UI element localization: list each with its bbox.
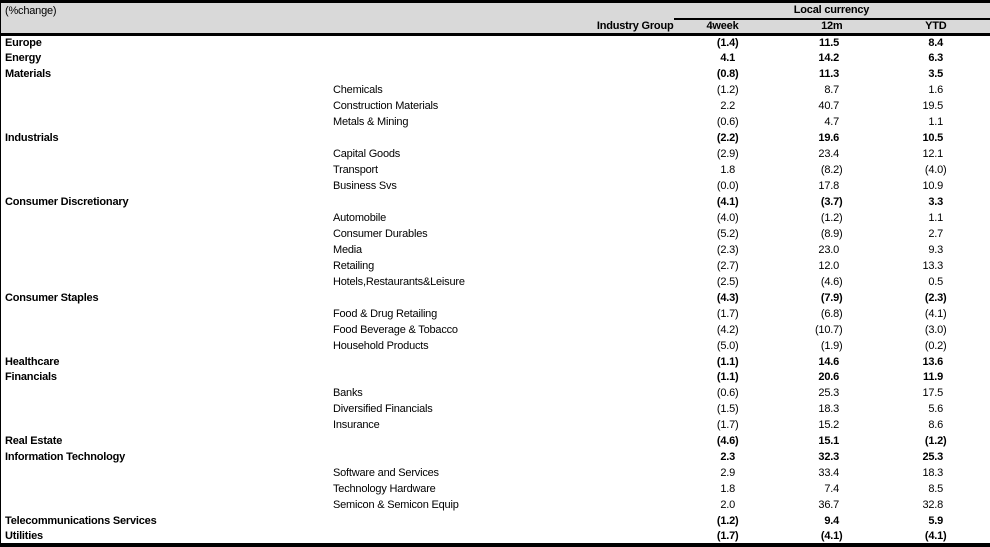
value-12m: 32.3 (818, 451, 840, 464)
value-4week: 4.1 (720, 52, 736, 65)
industry-label: Business Svs (333, 180, 397, 193)
value-4week: (4.1) (716, 196, 739, 208)
value-ytd: 11.9 (923, 371, 944, 384)
value-12m: 33.4 (818, 467, 840, 480)
value-ytd: 10.5 (922, 132, 944, 145)
value-ytd: (4.1) (924, 530, 947, 543)
value-12m: (3.7) (820, 196, 843, 208)
value-12m: 11.3 (819, 68, 840, 81)
value-ytd: 8.5 (928, 483, 944, 496)
industry-label: Household Products (333, 339, 429, 352)
value-12m: (4.6) (820, 275, 843, 288)
table-row (1, 385, 990, 401)
table-row (1, 242, 990, 258)
value-4week: (1.2) (716, 515, 739, 528)
value-ytd: 1.1 (928, 116, 944, 129)
value-ytd: 12.1 (922, 148, 944, 161)
value-4week: (1.2) (716, 84, 739, 97)
value-4week: (2.7) (716, 259, 739, 272)
local-currency-header: Local currency (674, 2, 990, 19)
value-12m: (8.9) (820, 227, 843, 240)
table-row (1, 529, 990, 545)
table-body (1, 35, 990, 546)
industry-label: Utilities (5, 530, 43, 543)
value-4week: (2.3) (716, 243, 739, 256)
value-4week: 2.9 (720, 467, 736, 480)
industry-label: Energy (5, 52, 42, 65)
value-4week: (1.7) (716, 419, 739, 432)
column-header-12m: 12m (821, 20, 843, 33)
industry-label: Banks (333, 387, 363, 400)
table-row (1, 497, 990, 513)
value-ytd: 18.3 (922, 467, 944, 480)
value-ytd: 0.5 (928, 275, 944, 288)
value-12m: 36.7 (818, 499, 840, 512)
industry-label: Telecommunications Services (5, 515, 157, 528)
value-ytd: 8.6 (928, 419, 944, 432)
value-12m: (1.2) (820, 211, 843, 224)
value-12m: 15.2 (818, 419, 840, 432)
industry-label: Industrials (5, 132, 59, 145)
value-4week: (1.4) (716, 37, 739, 50)
table-row (1, 82, 990, 98)
value-4week: (0.8) (716, 68, 739, 81)
column-header-ytd: YTD (925, 20, 947, 33)
value-12m: 18.3 (818, 403, 840, 416)
value-4week: 2.0 (720, 499, 736, 512)
value-12m: (10.7) (814, 323, 843, 336)
table-row (1, 258, 990, 274)
table-row (1, 226, 990, 242)
value-ytd: (1.2) (924, 435, 947, 448)
value-ytd: 10.9 (922, 180, 944, 193)
table-row (1, 50, 990, 66)
value-12m: 14.6 (818, 355, 840, 368)
value-4week: 2.3 (720, 451, 736, 464)
industry-label: Hotels,Restaurants&Leisure (333, 275, 465, 288)
industry-label: Financials (5, 371, 57, 384)
value-ytd: 17.5 (922, 387, 944, 400)
value-ytd: 6.3 (928, 52, 944, 65)
value-12m: 19.6 (818, 132, 840, 145)
industry-label: Materials (5, 68, 51, 81)
industry-label: Europe (5, 37, 42, 50)
value-4week: (1.7) (716, 307, 739, 320)
value-ytd: 3.5 (928, 68, 944, 81)
table-row (1, 338, 990, 354)
value-ytd: 25.3 (922, 451, 944, 464)
value-ytd: 5.6 (928, 403, 944, 416)
value-4week: (4.6) (716, 435, 739, 448)
table-row (1, 130, 990, 146)
table-row (1, 146, 990, 162)
value-12m: (7.9) (820, 291, 843, 304)
industry-label: Real Estate (5, 435, 63, 448)
table-row (1, 417, 990, 433)
industry-group-header: Industry Group (596, 19, 674, 32)
value-4week: (1.7) (716, 530, 739, 543)
industry-label: Consumer Durables (333, 227, 428, 240)
value-12m: 11.5 (819, 37, 840, 50)
value-4week: 1.8 (720, 164, 736, 177)
value-12m: (6.8) (820, 307, 843, 320)
table-row (1, 162, 990, 178)
value-ytd: 13.6 (922, 355, 944, 368)
value-4week: (1.1) (716, 355, 739, 368)
value-ytd: 19.5 (922, 100, 944, 113)
industry-label: Construction Materials (333, 100, 439, 113)
value-4week: (1.1) (716, 371, 739, 384)
value-ytd: 13.3 (922, 259, 944, 272)
table-row (1, 481, 990, 497)
table-row (1, 370, 990, 386)
industry-label: Food & Drug Retailing (333, 307, 438, 320)
table-row (1, 194, 990, 210)
table-row (1, 35, 990, 51)
column-header-4week: 4week (706, 20, 739, 33)
value-ytd: 1.1 (928, 211, 944, 224)
industry-label: Semicon & Semicon Equip (333, 499, 459, 512)
industry-label: Capital Goods (333, 148, 401, 161)
value-ytd: 8.4 (928, 37, 944, 50)
table-row (1, 66, 990, 82)
table-row (1, 98, 990, 114)
value-4week: (0.6) (716, 116, 739, 129)
value-4week: (2.9) (716, 148, 739, 161)
industry-label: Healthcare (5, 355, 60, 368)
value-12m: (8.2) (820, 164, 843, 177)
industry-label: Chemicals (333, 84, 383, 97)
value-4week: (0.6) (716, 387, 739, 400)
value-ytd: (4.0) (924, 164, 947, 177)
table-row (1, 274, 990, 290)
table-row (1, 322, 990, 338)
value-4week: (0.0) (716, 180, 739, 193)
value-ytd: (2.3) (924, 291, 947, 304)
value-ytd: 2.7 (928, 227, 944, 240)
table-row (1, 114, 990, 130)
value-ytd: 1.6 (928, 84, 944, 97)
value-ytd: 5.9 (928, 515, 944, 528)
header-row-currency (1, 2, 990, 19)
value-12m: 4.7 (824, 116, 840, 129)
value-4week: (1.5) (716, 403, 739, 416)
value-ytd: 32.8 (922, 499, 944, 512)
value-ytd: (0.2) (924, 339, 947, 352)
industry-label: Diversified Financials (333, 403, 433, 416)
industry-label: Food Beverage & Tobacco (333, 323, 458, 336)
value-4week: (5.2) (716, 227, 739, 240)
value-12m: 12.0 (818, 259, 840, 272)
value-4week: (2.5) (716, 275, 739, 288)
value-ytd: (3.0) (924, 323, 947, 336)
industry-label: Software and Services (333, 467, 439, 480)
value-12m: 7.4 (824, 483, 840, 496)
industry-label: Technology Hardware (333, 483, 436, 496)
industry-label: Automobile (333, 211, 387, 224)
value-4week: 1.8 (720, 483, 736, 496)
value-12m: 9.4 (824, 515, 840, 528)
percent-change-label: (%change) (5, 4, 57, 17)
value-12m: 8.7 (824, 84, 840, 97)
table-row (1, 354, 990, 370)
table-row (1, 433, 990, 449)
value-ytd: (4.1) (924, 307, 947, 320)
industry-label: Consumer Discretionary (5, 196, 129, 208)
table-row (1, 449, 990, 465)
industry-label: Information Technology (5, 451, 126, 464)
table-row (1, 513, 990, 529)
table-row (1, 178, 990, 194)
industry-label: Media (333, 243, 362, 256)
industry-label: Insurance (333, 419, 380, 432)
value-4week: 2.2 (720, 100, 736, 113)
value-ytd: 3.3 (928, 196, 944, 208)
value-4week: (2.2) (716, 132, 739, 145)
industry-label: Metals & Mining (333, 116, 409, 129)
value-4week: (4.0) (716, 211, 739, 224)
table-row (1, 465, 990, 481)
industry-label: Consumer Staples (5, 291, 99, 304)
value-12m: 25.3 (818, 387, 840, 400)
industry-label: Transport (333, 164, 378, 177)
value-12m: 20.6 (818, 371, 840, 384)
industry-label: Retailing (333, 259, 375, 272)
table-row (1, 306, 990, 322)
table-row (1, 210, 990, 226)
table-header (1, 2, 990, 35)
value-4week: (4.3) (716, 291, 739, 304)
value-4week: (4.2) (716, 323, 739, 336)
value-ytd: 9.3 (928, 243, 944, 256)
value-12m: (1.9) (820, 339, 843, 352)
value-12m: (4.1) (820, 530, 843, 543)
value-12m: 23.4 (818, 148, 840, 161)
value-12m: 40.7 (818, 100, 840, 113)
header-row-columns (1, 19, 990, 35)
value-12m: 15.1 (818, 435, 840, 448)
value-4week: (5.0) (716, 339, 739, 352)
table-row (1, 401, 990, 417)
value-12m: 14.2 (818, 52, 840, 65)
value-12m: 17.8 (818, 180, 840, 193)
value-12m: 23.0 (818, 243, 840, 256)
table-row (1, 290, 990, 306)
